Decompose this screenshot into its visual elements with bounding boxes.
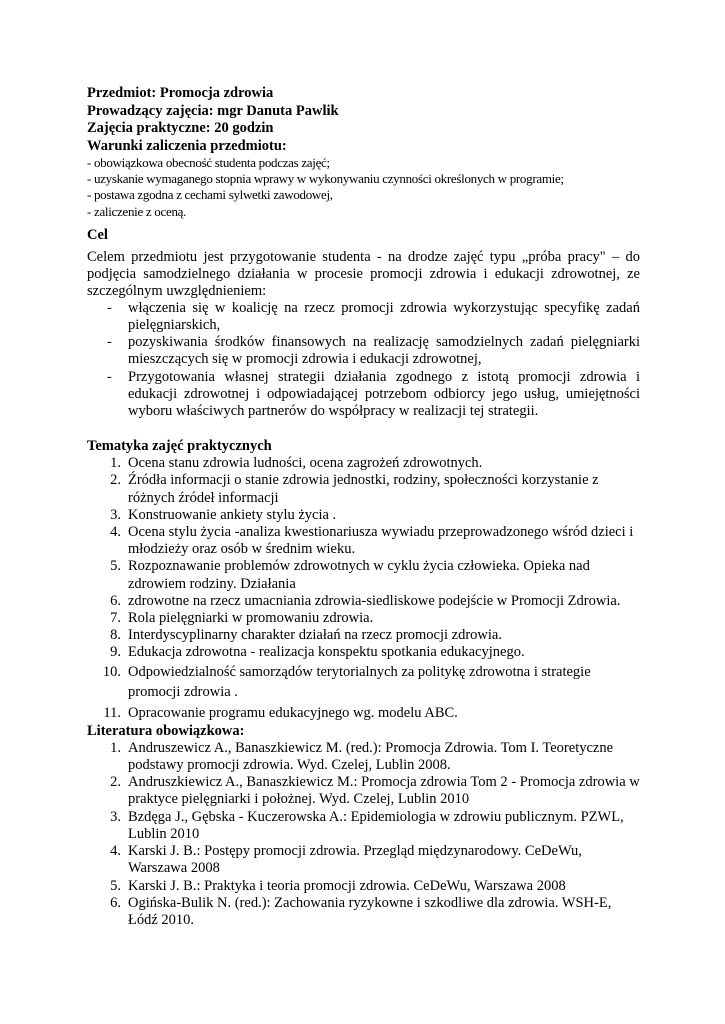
list-item: 1. Ocena stanu zdrowia ludności, ocena zagrożeń zdrowotnych. bbox=[110, 455, 483, 472]
list-item: 3. Konstruowanie ankiety stylu życia . bbox=[110, 506, 337, 523]
topics-list bbox=[87, 455, 640, 722]
list-item: 4. Ocena stylu życia -analiza kwestionariusza wywiadu przeprowadzonego wśród dzieci i młodzieży oraz osób w średnim wieku. bbox=[110, 524, 634, 558]
goal-intro: Celem przedmiotu jest przygotowanie studenta - na drodze zajęć typu „próba pracy" – do podjęcia samodzielnego działania w procesie promocji zdrowia i edukacji zdrowotnej, ze szczególnym uwzględnieniem: bbox=[87, 248, 640, 299]
condition-item: - uzyskanie wymaganego stopnia wprawy w wykonywaniu czynności określonych w programie; bbox=[87, 171, 564, 187]
document-body bbox=[87, 85, 640, 929]
conditions-title: Warunki zaliczenia przedmiotu: bbox=[87, 137, 287, 154]
list-item: 5. Karski J. B.: Praktyka i teoria promocji zdrowia. CeDeWu, Warszawa 2008 bbox=[110, 877, 566, 894]
goal-item: - Przygotowania własnej strategii działania zgodnego z istotą promocji zdrowia i edukacji zdrowotnej i odpowiadającej potrzebom odbiorcy jego usług, umiejętności wyboru właściwych partnerów do współpracy w realizacji tej strategii. bbox=[107, 368, 640, 420]
list-item: 3. Bzdęga J., Gębska - Kuczerowska A.: Epidemiologia w zdrowiu publicznym. PZWL, Lublin 2010 bbox=[110, 808, 624, 842]
list-item: 8. Interdyscyplinarny charakter działań na rzecz promocji zdrowia. bbox=[110, 627, 502, 644]
list-item: 7. Rola pielęgniarki w promowaniu zdrowia. bbox=[110, 610, 374, 627]
list-item: 1. Andruszewicz A., Banaszkiewicz M. (red.): Promocja Zdrowia. Tom I. Teoretyczne podstawy promocji zdrowia. Wyd. Czelej, Lublin 2008. bbox=[110, 739, 614, 774]
goal-title: Cel bbox=[87, 226, 108, 243]
list-item: 2. Andruszkiewicz A., Banaszkiewicz M.: Promocja zdrowia Tom 2 - Promocja zdrowia w praktyce pielęgniarki i położnej. Wyd. Czelej, Lublin 2010 bbox=[110, 774, 640, 808]
list-item: 6. zdrowotne na rzecz umacniania zdrowia-siedliskowe podejście w Promocji Zdrowia. bbox=[110, 592, 621, 609]
practical-hours-line: Zajęcia praktyczne: 20 godzin bbox=[87, 120, 274, 136]
list-item: 2. Źródła informacji o stanie zdrowia jednostki, rodziny, społeczności korzystanie z różnych źródeł informacji bbox=[110, 472, 599, 506]
subject-line: Przedmiot: Promocja zdrowia bbox=[87, 85, 274, 101]
goal-items-list bbox=[87, 300, 640, 420]
condition-item: - postawa zgodna z cechami sylwetki zawodowej, bbox=[87, 187, 333, 203]
list-item: 10. Odpowiedzialność samorządów terytorialnych za politykę zdrowotna i strategie promocji zdrowia . bbox=[102, 663, 591, 700]
condition-item: - zaliczenie z oceną. bbox=[87, 203, 187, 219]
goal-item: - pozyskiwania środków finansowych na realizację samodzielnych zadań pielęgniarki mieszczących się w promocji zdrowia i edukacji zdrowotnej, bbox=[107, 334, 640, 368]
goal-item: - włączenia się w koalicję na rzecz promocji zdrowia wykorzystując specyfikę zadań pielęgniarskich, bbox=[107, 299, 640, 334]
list-item: 4. Karski J. B.: Postępy promocji zdrowia. Przegląd międzynarodowy. CeDeWu, Warszawa 2008 bbox=[110, 843, 582, 877]
conditions-list bbox=[87, 155, 640, 220]
list-item: 9. Edukacja zdrowotna - realizacja konspektu spotkania edukacyjnego. bbox=[110, 644, 525, 661]
list-item: 11. Opracowanie programu edukacyjnego wg. modelu ABC. bbox=[103, 704, 458, 721]
list-item: 5. Rozpoznawanie problemów zdrowotnych w cyklu życia człowieka. Opieka nad zdrowiem rodziny. Działania bbox=[110, 558, 590, 592]
lecturer-line: Prowadzący zajęcia: mgr Danuta Pawlik bbox=[87, 102, 339, 119]
list-item: 6. Ogińska-Bulik N. (red.): Zachowania ryzykowne i szkodliwe dla zdrowia. WSH-E, Łódź 2010. bbox=[110, 894, 612, 928]
condition-item: - obowiązkowa obecność studenta podczas zajęć; bbox=[87, 155, 330, 170]
topics-title: Tematyka zajęć praktycznych bbox=[87, 438, 272, 455]
literature-list bbox=[87, 740, 640, 929]
literature-title: Literatura obowiązkowa: bbox=[87, 722, 245, 739]
